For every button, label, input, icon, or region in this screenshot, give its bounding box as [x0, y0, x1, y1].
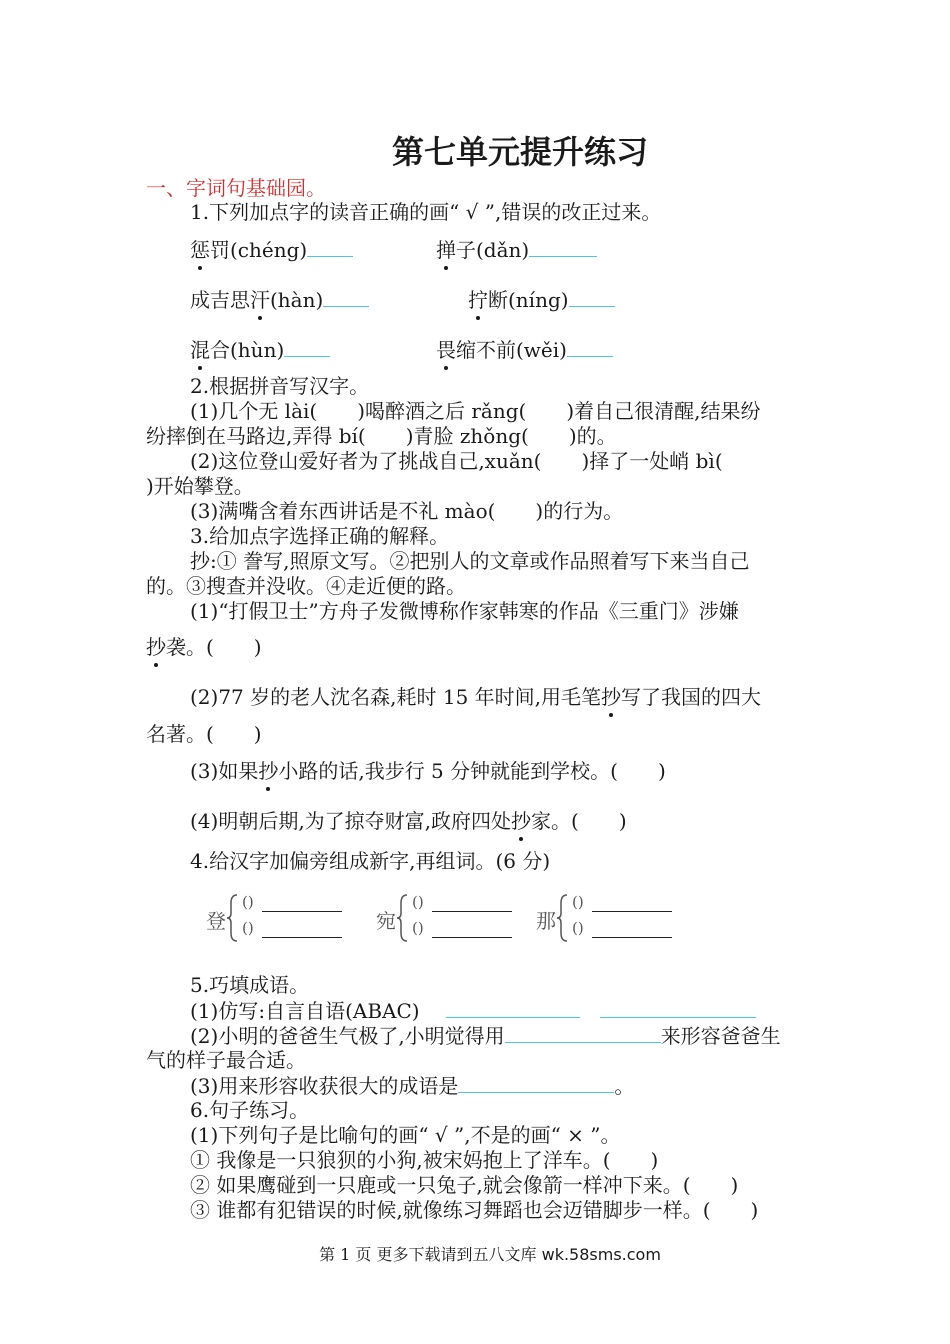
- base-char: 宛: [376, 909, 396, 933]
- q2-line: 纷摔倒在马路边,弄得 bí( )青脸 zhǒng( )的。: [146, 424, 617, 448]
- answer-blank[interactable]: [458, 1072, 614, 1093]
- dotted-char: 掸: [436, 238, 456, 262]
- q5-item-2-cont: 气的样子最合适。: [146, 1048, 306, 1072]
- q3-sentence-1: (1)“打假卫士”方舟子发微博称作家韩寒的作品《三重门》涉嫌: [190, 599, 739, 623]
- q3-sentence-3: (3)如果抄小路的话,我步行 5 分钟就能到学校。( ): [190, 759, 666, 783]
- q1-item-4: 拧断(níng): [468, 286, 615, 313]
- answer-blank[interactable]: [569, 286, 615, 307]
- answer-blank[interactable]: [432, 911, 512, 912]
- q5-item-1: (1)仿写:自言自语(ABAC): [190, 997, 756, 1024]
- dotted-char: 拧: [468, 288, 488, 312]
- q3-definition: 的。③搜查并没收。④走近便的路。: [146, 574, 466, 598]
- answer-blank[interactable]: [592, 937, 672, 938]
- page-title: 第七单元提升练习: [391, 133, 648, 171]
- dotted-char: 惩: [190, 238, 210, 262]
- dotted-char: 抄: [601, 685, 622, 709]
- answer-blank[interactable]: [446, 997, 580, 1018]
- answer-blank[interactable]: [505, 1022, 661, 1043]
- q2-line: (2)这位登山爱好者为了挑战自己,xuǎn( )择了一处峭 bì(: [190, 449, 723, 473]
- answer-blank[interactable]: [567, 336, 613, 357]
- q4-prompt: 4.给汉字加偏旁组成新字,再组词。(6 分): [190, 849, 551, 873]
- q5-item-3: (3)用来形容收获很大的成语是 。: [190, 1074, 635, 1098]
- q6-line: ② 如果鹰碰到一只鹿或一只兔子,就会像箭一样冲下来。( ): [190, 1173, 739, 1197]
- q2-prompt: 2.根据拼音写汉字。: [190, 374, 370, 398]
- dotted-char: 汗: [250, 288, 270, 312]
- answer-blank[interactable]: [262, 937, 342, 938]
- q6-line: ③ 谁都有犯错误的时候,就像练习舞蹈也会迈错脚步一样。( ): [190, 1198, 759, 1222]
- q3-prompt: 3.给加点字选择正确的解释。: [190, 524, 450, 548]
- q3-sentence-4: (4)明朝后期,为了掠夺财富,政府四处抄家。( ): [190, 809, 627, 833]
- base-char: 那: [536, 909, 556, 933]
- dotted-char: 抄: [511, 809, 532, 833]
- q2-line: (3)满嘴含着东西讲话是不礼 mào( )的行为。: [190, 499, 624, 523]
- footer-link[interactable]: wk.58sms.com: [541, 1245, 661, 1264]
- brace-icon: [396, 893, 408, 943]
- q5-prompt: 5.巧填成语。: [190, 973, 310, 997]
- answer-blank[interactable]: [600, 997, 756, 1018]
- q2-line: (1)几个无 lài( )喝醉酒之后 rǎng( )着自己很清醒,结果纷: [190, 399, 761, 423]
- dotted-char: 畏: [436, 338, 456, 362]
- answer-blank[interactable]: [323, 286, 369, 307]
- q3-definition: 抄:① 誊写,照原文写。②把别人的文章或作品照着写下来当自己: [190, 549, 750, 573]
- q6-prompt: 6.句子练习。: [190, 1098, 310, 1122]
- dotted-char: 抄: [258, 759, 279, 783]
- brace-icon: [226, 893, 238, 943]
- q6-line: ① 我像是一只狼狈的小狗,被宋妈抱上了洋车。( ): [190, 1148, 659, 1172]
- section-heading: 一、字词句基础园。: [146, 176, 326, 200]
- q1-item-1: 惩罚(chéng): [190, 236, 353, 263]
- q2-line: )开始攀登。: [146, 474, 254, 498]
- q1-prompt: 1.下列加点字的读音正确的画“ √ ”,错误的改正过来。: [190, 200, 662, 224]
- q5-item-2: (2)小明的爸爸生气极了,小明觉得用 来形容爸爸生: [190, 1024, 781, 1048]
- brace-icon: [556, 893, 568, 943]
- answer-blank[interactable]: [307, 236, 353, 257]
- q1-item-2: 掸子(dǎn): [436, 236, 597, 263]
- answer-blank[interactable]: [529, 236, 597, 257]
- q3-sentence-2: (2)77 岁的老人沈名森,耗时 15 年时间,用毛笔抄写了我国的四大: [190, 685, 762, 709]
- q1-item-6: 畏缩不前(wěi): [436, 336, 613, 363]
- dotted-char: 混: [190, 338, 210, 362]
- answer-blank[interactable]: [432, 937, 512, 938]
- q3-sentence-2-cont: 名著。( ): [146, 722, 262, 746]
- q1-item-5: 混合(hùn): [190, 336, 330, 363]
- q3-sentence-1-cont: 抄袭。( ): [146, 635, 262, 659]
- answer-blank[interactable]: [262, 911, 342, 912]
- answer-blank[interactable]: [284, 336, 330, 357]
- q1-item-3: 成吉思汗(hàn): [190, 286, 369, 313]
- answer-blank[interactable]: [592, 911, 672, 912]
- base-char: 登: [206, 909, 226, 933]
- q6-line: (1)下列句子是比喻句的画“ √ ”,不是的画“ × ”。: [190, 1123, 621, 1147]
- dotted-char: 抄: [146, 635, 166, 659]
- page-footer: 第 1 页 更多下载请到五八文库 wk.58sms.com: [319, 1245, 661, 1264]
